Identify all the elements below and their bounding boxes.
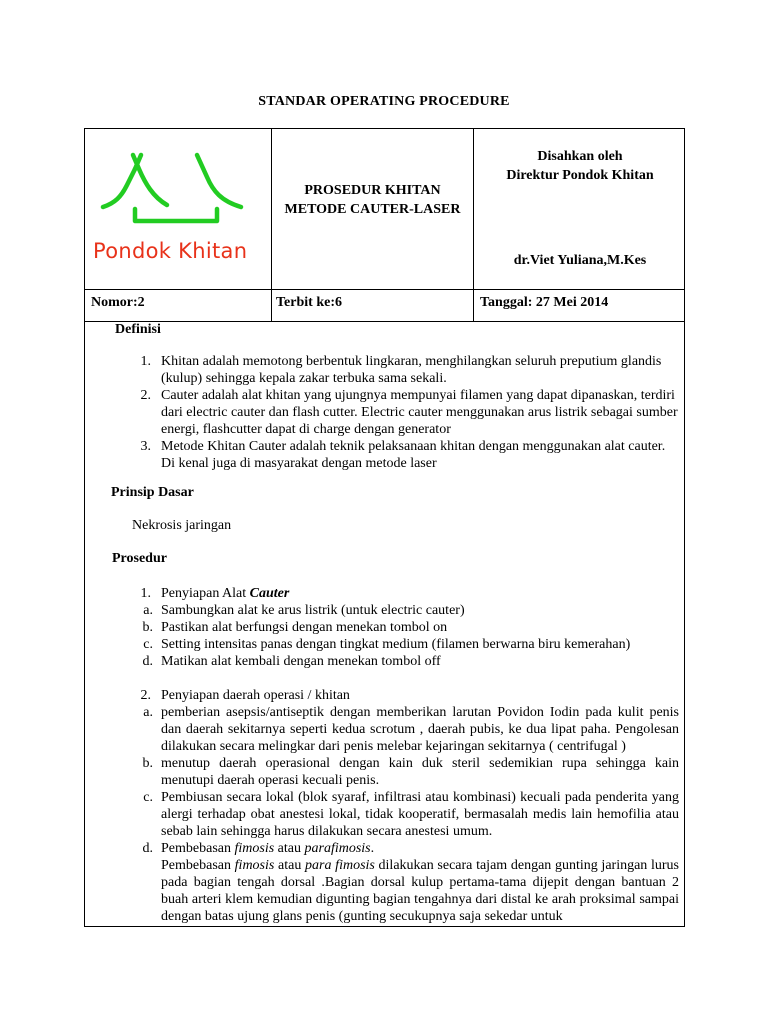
procedure-title (272, 181, 473, 219)
row-divider (85, 289, 684, 290)
text-emphasis: para fimosis (305, 858, 375, 873)
sub-list-paragraph (161, 857, 679, 925)
section-heading-definisi: Definisi (115, 322, 161, 337)
sub-list-letter: d. (142, 654, 153, 669)
list-number: 2. (140, 388, 151, 403)
list-number: 1. (140, 354, 151, 369)
list-number: 2. (140, 688, 151, 703)
text-run: atau (274, 858, 306, 873)
text-emphasis: fimosis (234, 841, 275, 856)
document-number: Nomor:2 (91, 295, 145, 310)
sub-list-text: pemberian asepsis/antiseptik dengan memberikan larutan Povidon Iodin pada kulit penis dan daerah sekitarnya seperti kedua scrotum , daerah pubis, ke dua lipat paha. Pengolesan dilakukan secara melingkar dari penis melebar kejaringan sekitarnya ( centrifugal ) (161, 705, 679, 754)
list-item (135, 585, 679, 602)
principle-text: Nekrosis jaringan (132, 518, 232, 533)
approver-position: Direktur Pondok Khitan (506, 168, 654, 183)
sub-list-item (135, 653, 679, 670)
row-divider (85, 321, 684, 322)
procedure-title-line: PROSEDUR KHITAN (304, 183, 441, 198)
sub-list-text: Sambungkan alat ke arus listrik (untuk electric cauter) (161, 603, 465, 618)
step-heading: Penyiapan daerah operasi / khitan (161, 688, 350, 703)
procedure-step-2 (135, 687, 679, 925)
list-number: 3. (140, 439, 151, 454)
text-emphasis: parafimosis (304, 841, 371, 856)
list-text: Khitan adalah memotong berbentuk lingkaran, menghilangkan seluruh preputium glandis (kulup) sehingga kepala zakar terbuka sama sekali. (161, 354, 662, 386)
text-emphasis: fimosis (234, 858, 275, 873)
text-run: Pembebasan (161, 858, 235, 873)
issue-date: Tanggal: 27 Mei 2014 (480, 295, 609, 310)
procedure-title-line: METODE CAUTER-LASER (284, 202, 461, 217)
sub-list-letter: b. (142, 620, 153, 635)
sub-list-item (135, 619, 679, 636)
list-item (135, 387, 679, 438)
pondok-khitan-logo (91, 141, 263, 261)
list-item (135, 687, 679, 704)
sub-list-letter: d. (142, 841, 153, 856)
sub-list-text: Setting intensitas panas dengan tingkat medium (filamen berwarna biru kemerahan) (161, 637, 631, 652)
sub-list-text: Pembiusan secara lokal (blok syaraf, infiltrasi atau kombinasi) kecuali pada penderita yang alergi terhadap obat anestesi lokal, tidak kooperatif, bermasalah medis lain hemofilia atau sebab lain sehingga harus dilakukan secara anestesi umum. (161, 790, 679, 839)
list-item (135, 438, 679, 472)
sub-list-letter: b. (142, 756, 153, 771)
section-heading-prosedur: Prosedur (112, 551, 167, 566)
list-text: Cauter adalah alat khitan yang ujungnya mempunyai filamen yang dapat dipanaskan, terdiri dari electric cauter dan flash cutter. Electric cauter menggunakan arus listrik sebagai sumber energi, flashcutter dapat di charge dengan generator (161, 388, 678, 437)
step-heading (161, 585, 679, 602)
text-run: atau (274, 841, 305, 856)
sub-list-item (135, 636, 679, 653)
approval-block (474, 147, 686, 185)
step-label-emphasis: Cauter (249, 586, 290, 601)
list-item (135, 353, 679, 387)
sub-list-item (135, 755, 679, 789)
sub-list-item (135, 789, 679, 840)
procedure-step-1 (135, 585, 679, 670)
sub-list-text: Pastikan alat berfungsi dengan menekan tombol on (161, 620, 448, 635)
sub-list-text: Matikan alat kembali dengan menekan tombol off (161, 654, 441, 669)
text-run: . (370, 841, 375, 856)
list-number: 1. (140, 586, 151, 601)
sub-list-item (135, 602, 679, 619)
sub-list-letter: a. (143, 705, 153, 720)
sub-list-letter: a. (143, 603, 153, 618)
sub-list-text: menutup daerah operasional dengan kain duk steril sedemikian rupa sehingga kain menutupi daerah operasi kecuali penis. (161, 756, 679, 788)
logo-mark-icon (91, 141, 263, 241)
sub-list-letter: c. (143, 637, 153, 652)
sub-list-letter: c. (143, 790, 153, 805)
list-text: Metode Khitan Cauter adalah teknik pelaksanaan khitan dengan menggunakan alat cauter. Di kenal juga di masyarakat dengan metode laser (161, 439, 666, 471)
sub-list-item (135, 704, 679, 755)
sub-list-item (135, 840, 679, 925)
approved-by-label: Disahkan oleh (537, 149, 623, 164)
document-title: STANDAR OPERATING PROCEDURE (258, 94, 510, 109)
sub-list-text (161, 840, 679, 857)
step-label: Penyiapan Alat (161, 586, 250, 601)
column-divider (271, 129, 272, 321)
section-heading-prinsip: Prinsip Dasar (111, 485, 194, 500)
approver-name: dr.Viet Yuliana,M.Kes (513, 253, 647, 268)
definition-list (135, 353, 679, 472)
revision-number: Terbit ke:6 (276, 295, 342, 310)
text-run: dilakukan secara tajam dengan gunting jaringan lurus pada bagian tengah dorsal .Bagian dorsal kulup pertama-tama dijepit dengan bantuan 2 buah arteri klem kemudian digunting bagian tengahnya dari distal ke arah proksimal sampai dengan batas ujung glans penis (gunting secukupnya saja sekedar untuk (161, 858, 679, 924)
text-run: Pembebasan (161, 841, 235, 856)
logo-text: Pondok Khitan (93, 239, 248, 263)
sop-table (84, 128, 685, 927)
